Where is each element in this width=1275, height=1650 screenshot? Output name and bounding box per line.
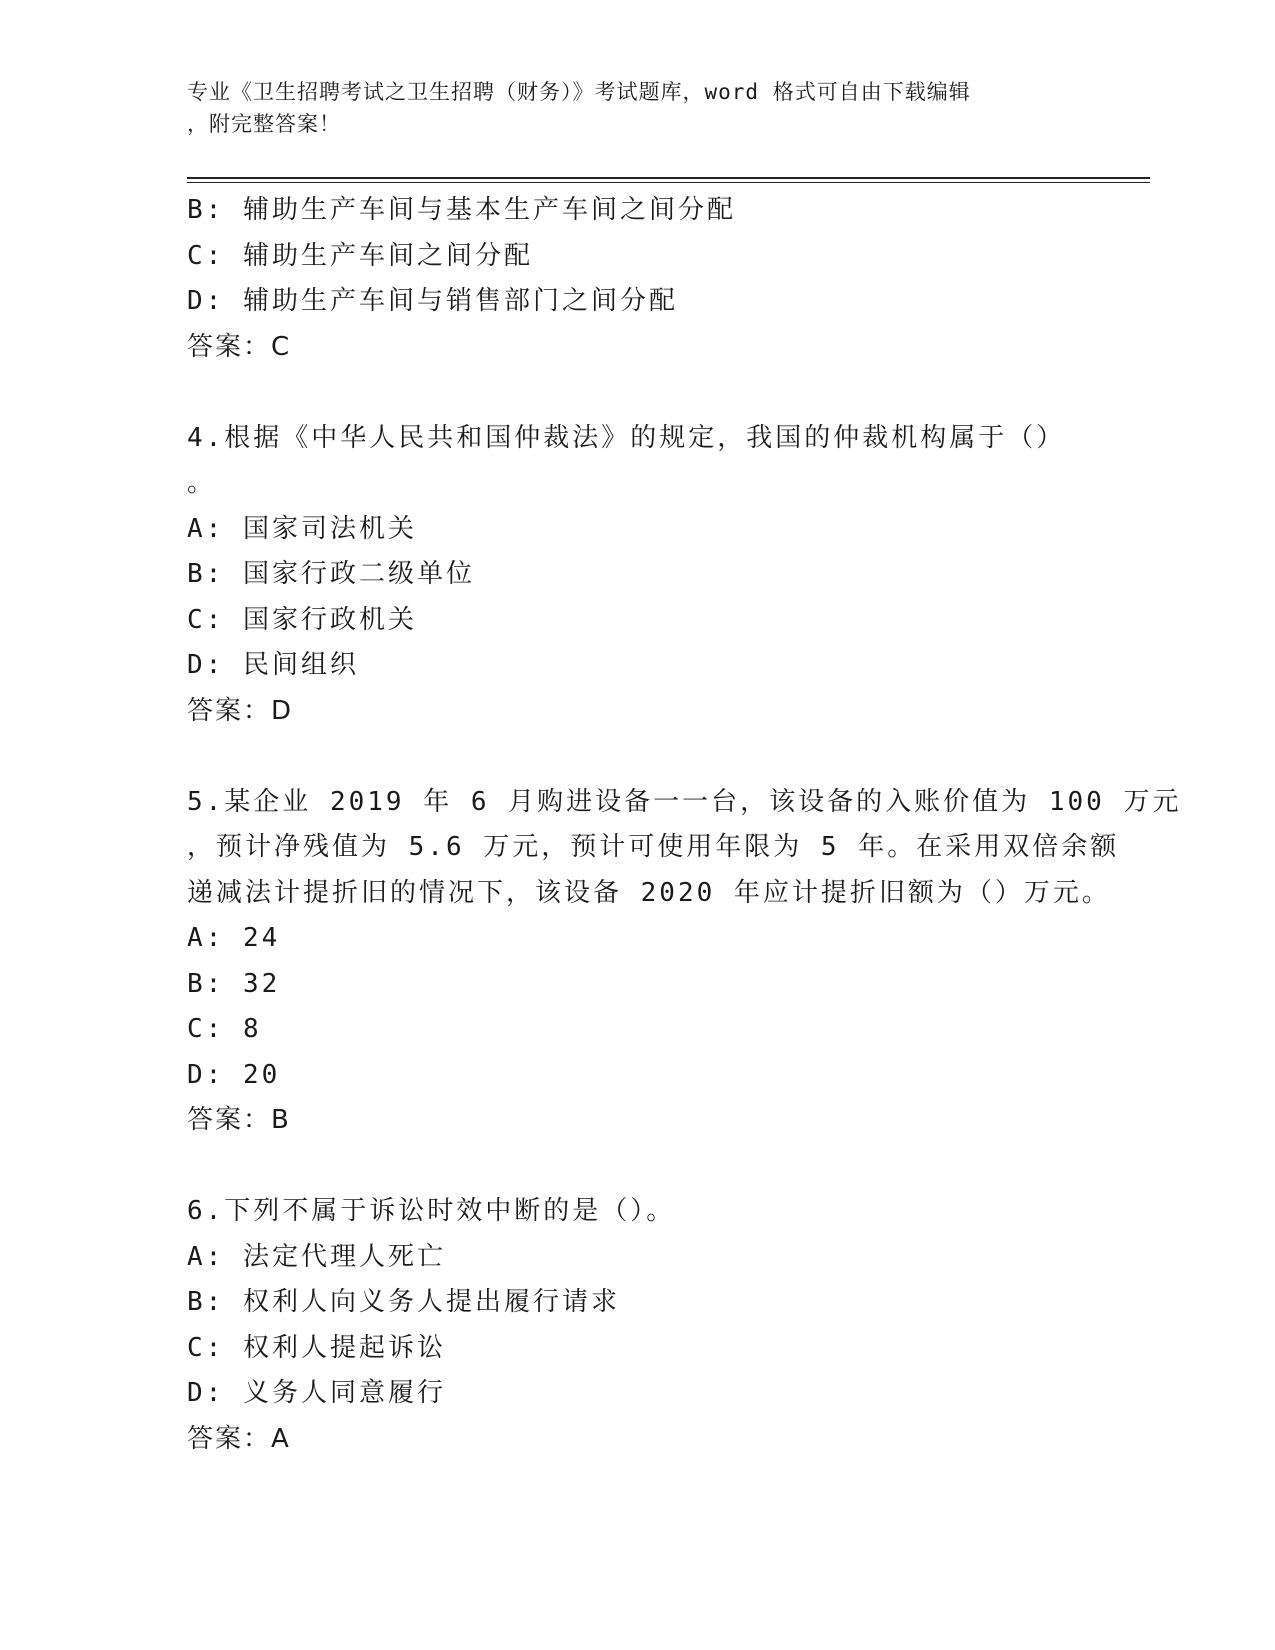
question-spacer: [187, 1144, 1087, 1190]
answer: 答案：A: [187, 1423, 291, 1454]
question-3-tail: [187, 188, 1087, 370]
question-spacer: [187, 734, 1087, 780]
answer: 答案：B: [187, 1105, 291, 1135]
answer: 答案：D: [187, 695, 294, 726]
header-line-1: 专业《卫生招聘考试之卫生招聘（财务）》考试题库，word 格式可自由下载编辑: [187, 80, 971, 104]
question-stem-continued: 。: [187, 468, 217, 498]
option-d: D: 辅助生产车间与销售部门之间分配: [187, 286, 678, 316]
option-a: A: 法定代理人死亡: [187, 1241, 446, 1272]
question-stem: 5.某企业 2019 年 6 月购进设备一一台，该设备的入账价值为 100 万元: [187, 786, 1182, 817]
option-c: C: 权利人提起诉讼: [187, 1332, 446, 1363]
header-divider-thin: [187, 182, 1150, 183]
header-divider-thick: [187, 177, 1150, 179]
question-list: [187, 188, 1182, 1462]
option-b: B: 国家行政二级单位: [187, 559, 475, 589]
question-stem-continued: 递减法计提折旧的情况下，该设备 2020 年应计提折旧额为（）万元。: [187, 877, 1111, 908]
question-stem: 6.下列不属于诉讼时效中断的是（）。: [187, 1196, 676, 1226]
option-a: A: 国家司法机关: [187, 513, 417, 544]
question-spacer: [187, 370, 1087, 416]
option-a: A: 24: [187, 923, 281, 953]
question-5: [187, 780, 1182, 1144]
option-b: B: 辅助生产车间与基本生产车间之间分配: [187, 195, 736, 225]
document-header: [187, 76, 1067, 140]
answer: 答案：C: [187, 331, 292, 362]
header-line-2: ，附完整答案！: [187, 112, 341, 136]
option-d: D: 20: [187, 1059, 281, 1090]
option-c: C: 辅助生产车间之间分配: [187, 240, 533, 271]
option-d: D: 义务人同意履行: [187, 1378, 446, 1408]
option-c: C: 8: [187, 1014, 262, 1044]
option-b: B: 32: [187, 968, 281, 999]
option-d: D: 民间组织: [187, 650, 359, 680]
question-6: [187, 1189, 1087, 1462]
question-stem: 4.根据《中华人民共和国仲裁法》的规定，我国的仲裁机构属于（）: [187, 422, 1066, 453]
option-b: B: 权利人向义务人提出履行请求: [187, 1287, 620, 1317]
question-4: [187, 416, 1087, 735]
question-stem-continued: ，预计净残值为 5.6 万元，预计可使用年限为 5 年。在采用双倍余额: [187, 832, 1120, 862]
option-c: C: 国家行政机关: [187, 604, 417, 635]
